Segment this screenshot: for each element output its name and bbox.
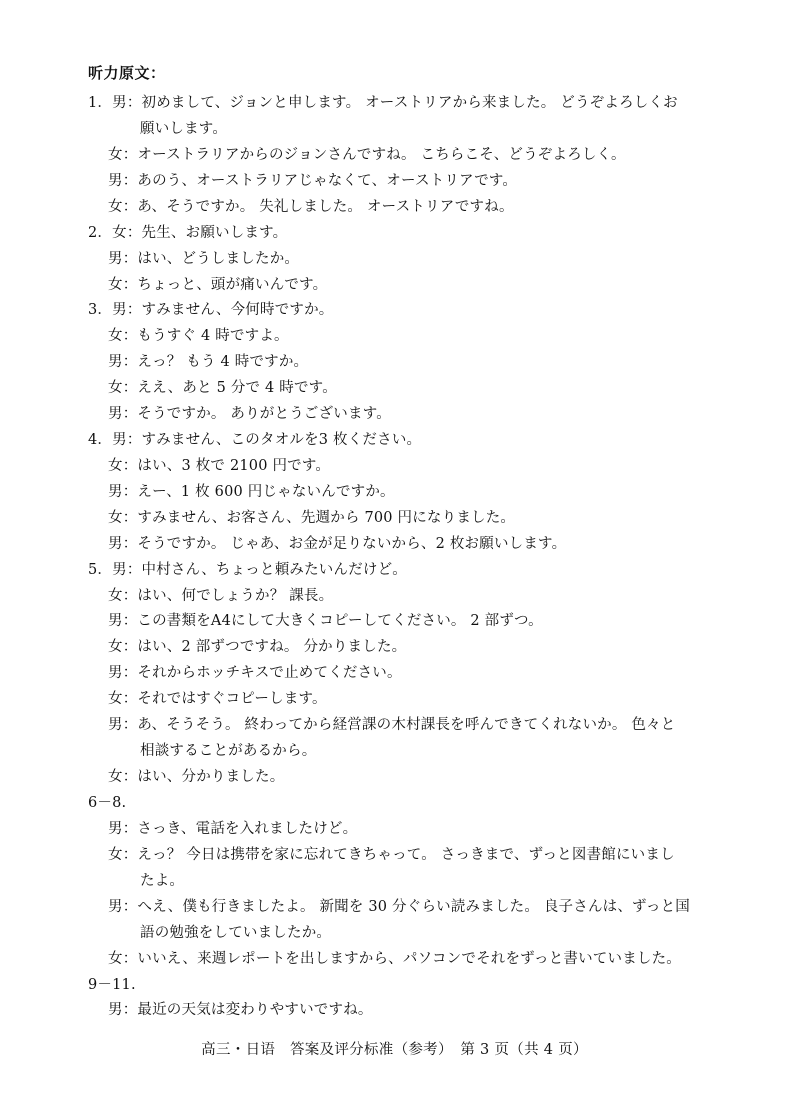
transcript-line: 男：それからホッチキスで止めてください。 xyxy=(108,665,402,681)
transcript-line: 1．男：初めまして、ジョンと申します。 オーストリアから来ました。 どうぞよろしくお xyxy=(88,95,678,111)
transcript-line: 男：この書類をA4にして大きくコピーしてください。 2 部ずつ。 xyxy=(108,613,543,629)
transcript-line: 女：はい、3 枚で 2100 円です。 xyxy=(108,458,331,474)
transcript-line: 女：オーストラリアからのジョンさんですね。 こちらこそ、どうぞよろしく。 xyxy=(108,147,626,163)
transcript-line: 6－8. xyxy=(88,795,127,811)
transcript-line: 女：すみません、お客さん、先週から 700 円になりました。 xyxy=(108,510,516,526)
transcript-line: 女：それではすぐコピーします。 xyxy=(108,691,327,707)
transcript-line: 女：えっ？ 今日は携帯を家に忘れてきちゃって。 さっきまで、ずっと図書館にいまし xyxy=(108,847,675,863)
transcript-line: 男：さっき、電話を入れましたけど。 xyxy=(108,821,358,837)
transcript-line: 男：そうですか。 じゃあ、お金が足りないから、2 枚お願いします。 xyxy=(108,536,567,552)
transcript-line: 男：あ、そうそう。 終わってから経営課の木村課長を呼んできてくれないか。 色々と xyxy=(108,717,676,733)
transcript-line: 男：へえ、僕も行きましたよ。 新聞を 30 分ぐらい読みました。 良子さんは、ずっと国 xyxy=(108,899,690,915)
transcript-line: 9－11. xyxy=(88,977,136,993)
transcript-line: 女：あ、そうですか。 失礼しました。 オーストリアですね。 xyxy=(108,199,514,215)
transcript-line: 女：はい、分かりました。 xyxy=(108,769,285,785)
transcript-line: 2．女：先生、お願いします。 xyxy=(88,225,288,241)
transcript-line: 5．男：中村さん、ちょっと頼みたいんだけど。 xyxy=(88,562,407,578)
transcript-line: たよ。 xyxy=(140,873,185,889)
transcript-line: 女：いいえ、来週レポートを出しますから、パソコンでそれをずっと書いていました。 xyxy=(108,951,682,967)
transcript-line: 男：そうですか。 ありがとうございます。 xyxy=(108,406,391,422)
transcript-line: 男：えっ？ もう 4 時ですか。 xyxy=(108,354,309,370)
transcript-line: 相談することがあるから。 xyxy=(140,743,317,759)
transcript-line: 女：はい、何でしょうか？ 課長。 xyxy=(108,588,334,604)
transcript-line: 女：ええ、あと 5 分で 4 時です。 xyxy=(108,380,337,396)
transcript-line: 男：あのう、オーストラリアじゃなくて、オーストリアです。 xyxy=(108,173,518,189)
transcript-line: 語の勉強をしていましたか。 xyxy=(140,925,332,941)
transcript-line: 女：ちょっと、頭が痛いんです。 xyxy=(108,277,328,293)
transcript-line: 男：えー、1 枚 600 円じゃないんですか。 xyxy=(108,484,395,500)
transcript-line: 願いします。 xyxy=(140,121,228,137)
transcript-line: 4．男：すみません、このタオルを3 枚ください。 xyxy=(88,432,422,448)
transcript-line: 男：はい、どうしましたか。 xyxy=(108,251,300,267)
listening-transcript-heading: 听力原文： xyxy=(88,64,166,82)
transcript-line: 女：もうすぐ 4 時ですよ。 xyxy=(108,328,289,344)
transcript-line: 男：最近の天気は変わりやすいですね。 xyxy=(108,1002,373,1018)
page-footer: 高三・日语 答案及评分标准（参考） 第 3 页（共 4 页） xyxy=(201,1042,588,1058)
transcript-line: 3．男：すみません、今何時ですか。 xyxy=(88,302,334,318)
transcript-line: 女：はい、2 部ずつですね。 分かりました。 xyxy=(108,639,407,655)
